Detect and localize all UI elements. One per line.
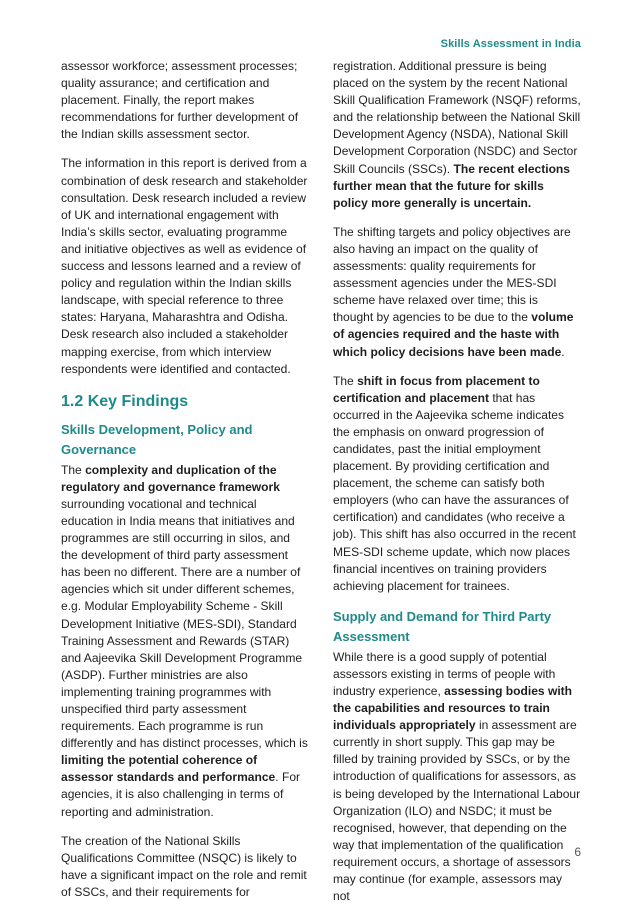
text-run: registration. Additional pressure is being placed on the system by the recent National Skill Qualification Framework (NSQF) reforms, and the relationship between the National Skill Development Agency (NSDA), National Skill Development Corporation (NSDC) and Sector Skill Councils (SSCs). xyxy=(333,59,581,176)
bold-text: complexity and duplication of the regulatory and governance framework xyxy=(61,462,280,494)
running-header: Skills Assessment in India xyxy=(440,38,581,50)
subsection-heading: Supply and Demand for Third Party Assessment xyxy=(333,608,552,644)
text-run: in assessment are currently in short supply. This gap may be filled by training provided by SSCs, or by the introduction of qualifications for assessors, as is being developed by the International Labour Organization (ILO) and NSDC; it must be recognised, however, that depending on the way that implementation of the qualification requirement occurs, a shortage of assessors may continue (for example, assessors may not xyxy=(333,718,581,904)
text-run: The xyxy=(61,462,86,477)
text-run: surrounding vocational and technical education in India means that initiatives and programmes are still occurring in silos, and the development of third party assessment has been no different. There are a number of agencies which sit under different schemes, e.g. Modular Employability Scheme - Skill Development Initiative (MES-SDI), Standard Training Assessment and Rewards (STAR) and Aajeevika Skill Development Programme (ASDP). Further ministries are also implementing training programmes with unspecified third party assessment requirements. Each programme is run differently and has distinct processes, which is xyxy=(61,496,308,751)
paragraph: The creation of the National Skills Qualifications Committee (NSQC) is likely to have a significant impact on the role and remit of SSCs, and their requirements for xyxy=(61,833,307,899)
text-run: . xyxy=(561,344,565,359)
bold-text: assessing bodies with the capabilities and resources to train individuals appropriately xyxy=(333,684,573,733)
text-run: The xyxy=(333,373,358,388)
bold-text: The recent elections further mean that the future for skills policy more generally is uncertain. xyxy=(333,161,570,210)
paragraph: The information in this report is derived from a combination of desk research and stakeholder consultation. Desk research included a review of UK and international engagement with India’s skills sector, evaluating programme and initiative objectives as well as evidence of success and lessons learned and a review of policy and regulation within the Indian skills landscape, with special reference to three states: Haryana, Maharashtra and Odisha. Desk research also included a stakeholder mapping exercise, from which interview respondents were identified and contacted. xyxy=(61,156,308,376)
paragraph: assessor workforce; assessment processes; quality assurance; and certification and placement. Finally, the report makes recommendations for further development of the Indian skills assessment sector. xyxy=(61,59,299,142)
paragraph xyxy=(333,373,581,595)
paragraph xyxy=(333,224,581,361)
bold-text: limiting the potential coherence of assessor standards and performance xyxy=(61,753,276,785)
paragraph xyxy=(333,649,581,905)
bold-text: volume of agencies required and the haste with which policy decisions have been made xyxy=(333,310,574,359)
paragraph xyxy=(61,462,309,821)
subsection-heading: Skills Development, Policy and Governance xyxy=(61,421,253,457)
section-heading: 1.2 Key Findings xyxy=(61,392,189,410)
page-number: 6 xyxy=(574,845,581,859)
left-column xyxy=(61,58,309,913)
bold-text: shift in focus from placement to certification and placement xyxy=(333,373,540,405)
paragraph xyxy=(333,58,581,212)
text-run: The shifting targets and policy objectives are also having an impact on the quality of assessments: quality requirements for assessment agencies under the MES-SDI scheme have relaxed over time; this is thought by agencies to be due to the xyxy=(333,224,571,325)
text-run: . For agencies, it is also challenging in terms of reporting and administration. xyxy=(61,770,301,819)
right-column xyxy=(333,58,581,917)
text-run: that has occurred in the Aajeevika scheme indicates the emphasis on onward progression of candidates, past the initial employment placement. By providing certification and placement, the scheme can satisfy both employers (who can have the assurances of certification) and candidates (who receive a job). This shift has also occurred in the recent MES-SDI scheme update, which now places financial incentives on training providers achieving placement for trainees. xyxy=(333,390,576,593)
text-run: While there is a good supply of potential assessors existing in terms of people with industry experience, xyxy=(333,649,556,698)
